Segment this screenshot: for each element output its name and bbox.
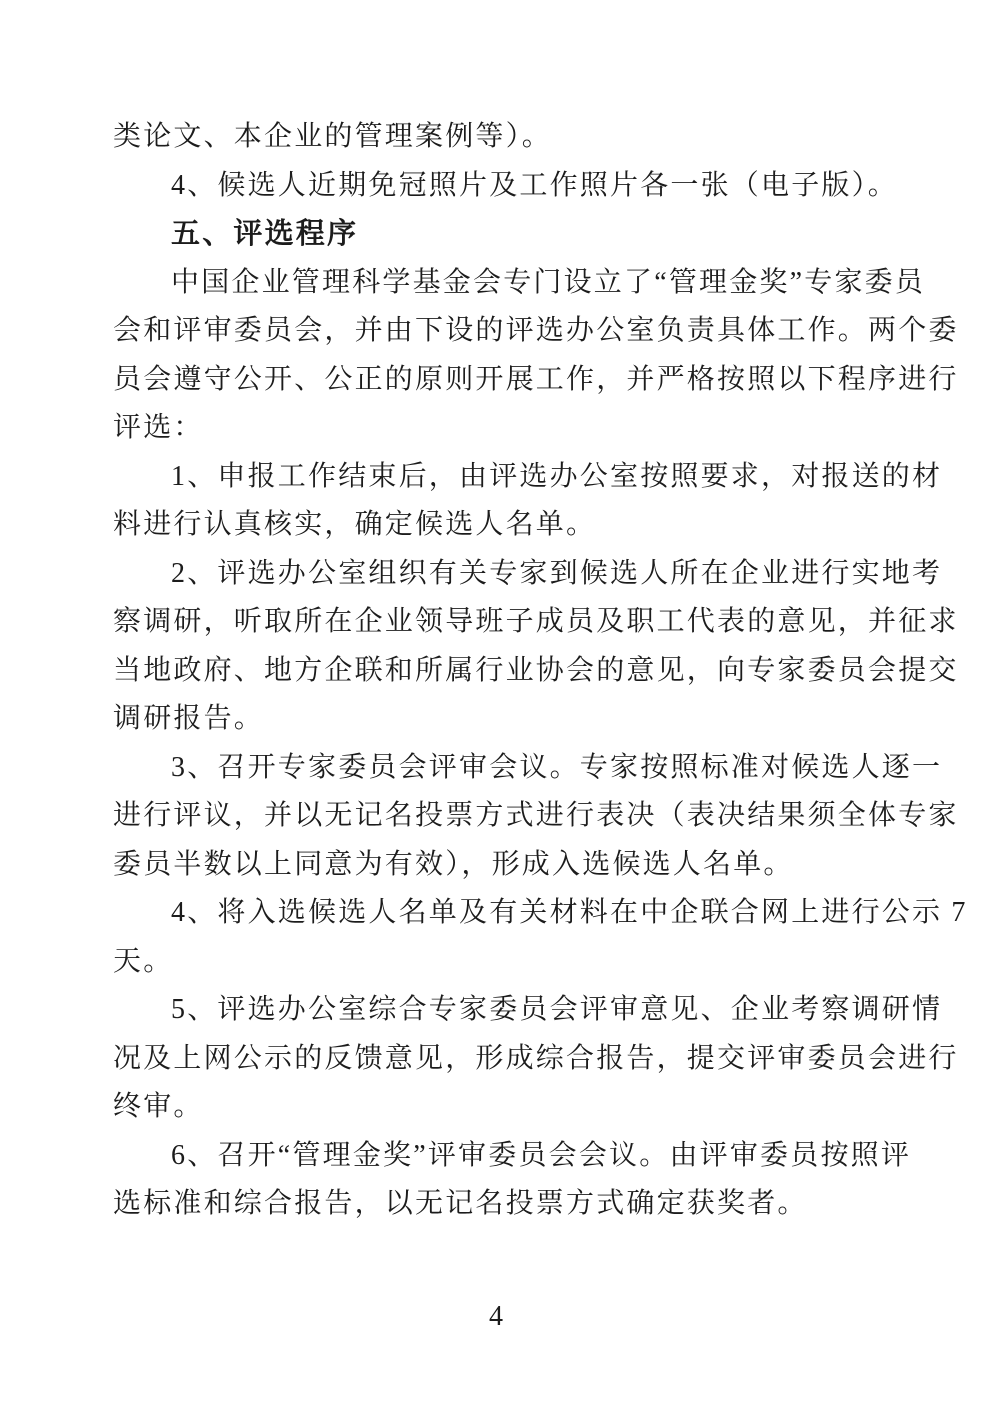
text-line: 当地政府、地方企联和所属行业协会的意见，向专家委员会提交 [113,654,959,686]
text-line: 天。 [113,945,174,977]
text-line: 料进行认真核实，确定候选人名单。 [113,509,597,540]
text-line: 委员半数以上同意为有效），形成入选候选人名单。 [113,848,794,880]
text-line: 察调研，听取所在企业领导班子成员及职工代表的意见，并征求 [113,606,959,637]
text-line: 4、将入选候选人名单及有关材料在中企联合网上进行公示 7 [171,897,968,928]
text-line: 进行评议，并以无记名投票方式进行表决（表决结果须全体专家 [113,800,959,831]
document-body [113,113,968,1229]
text-line: 4、候选人近期免冠照片及工作照片各一张（电子版）。 [171,169,899,201]
text-line: 6、召开“管理金奖”评审委员会会议。由评审委员按照评 [171,1139,912,1171]
text-line: 1、申报工作结束后，由评选办公室按照要求，对报送的材 [171,460,943,492]
text-line: 员会遵守公开、公正的原则开展工作，并严格按照以下程序进行 [113,363,959,395]
text-line: 调研报告。 [113,703,265,734]
text-line: 评选： [113,412,204,443]
text-line: 2、评选办公室组织有关专家到候选人所在企业进行实地考 [171,557,943,589]
text-line: 会和评审委员会，并由下设的评选办公室负责具体工作。两个委 [113,315,959,346]
page-number: 4 [489,1301,503,1332]
text-line: 况及上网公示的反馈意见，形成综合报告，提交评审委员会进行 [113,1042,959,1074]
text-line: 类论文、本企业的管理案例等）。 [113,121,553,152]
text-line: 3、召开专家委员会评审会议。专家按照标准对候选人逐一 [171,751,943,783]
section-heading: 五、评选程序 [171,218,359,250]
text-line: 选标准和综合报告，以无记名投票方式确定获奖者。 [113,1188,808,1219]
text-line: 终审。 [113,1091,204,1122]
text-line: 5、评选办公室综合专家委员会评审意见、企业考察调研情 [171,994,943,1025]
text-line: 中国企业管理科学基金会专门设立了“管理金奖”专家委员 [171,266,926,298]
